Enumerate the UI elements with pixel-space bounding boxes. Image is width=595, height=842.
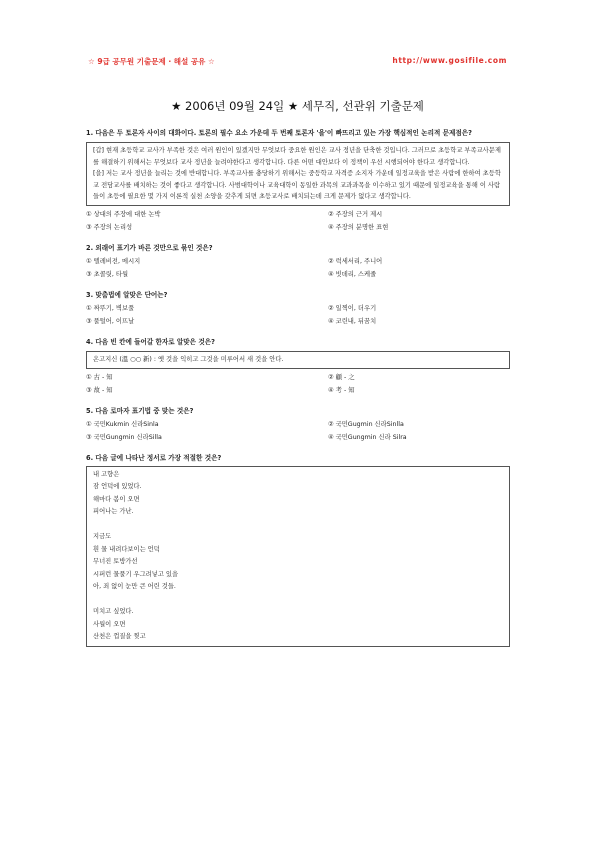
poem-line (93, 519, 503, 532)
passage-text: 온고지신 (溫 ○○ 新) : 옛 것을 익히고 그것을 미루어서 새 것을 안다. (93, 355, 284, 363)
option-2[interactable]: ② 국민Gugmin 신라Sinlla (328, 420, 404, 428)
poem-line: 아, 죄 없이 눈만 큰 어린 것들. (93, 583, 176, 591)
exam-content (86, 128, 510, 647)
option-4[interactable]: ④ 빗데리, 스케줄 (328, 270, 377, 278)
question-3-text: 3. 맞춤법에 알맞은 단어는? (86, 290, 168, 299)
question-6-poem (86, 466, 510, 647)
option-1[interactable]: ① 짜뚜기, 벽보풀 (86, 304, 135, 312)
poem-line (93, 594, 503, 607)
option-4[interactable]: ④ 考 - 知 (328, 386, 355, 394)
question-6-text: 6. 다음 글에 나타난 정서로 가장 적절한 것은? (86, 453, 222, 462)
poem-line: 무너진 토방가선 (93, 558, 138, 566)
option-3[interactable]: ③ 故 - 知 (86, 386, 113, 394)
question-6 (86, 453, 510, 647)
option-1[interactable]: ① 국민Kukmin 신라Sinla (86, 420, 159, 428)
poem-line: 시퍼런 물풀기 우그려넣고 있을 (93, 570, 179, 578)
option-4[interactable]: ④ 국민Gungmin 신라 Silra (328, 433, 407, 441)
question-2-options (86, 257, 510, 280)
option-1[interactable]: ① 텔레비전, 메시지 (86, 257, 141, 265)
question-5-options (86, 420, 510, 443)
poem-line: 피어나는 가난. (93, 508, 134, 516)
option-2[interactable]: ② 럭세서리, 주니어 (328, 257, 383, 265)
poem-line: 산천은 껍질을 찢고 (93, 633, 146, 641)
option-1[interactable]: ① 古 - 知 (86, 373, 113, 381)
poem-line: 내 고향은 (93, 470, 120, 478)
option-3[interactable]: ③ 국민Gungmin 신라Silla (86, 433, 162, 441)
question-5-text: 5. 다음 로마자 표기법 중 맞는 것은? (86, 406, 194, 415)
option-2[interactable]: ② 일찍이, 더우기 (328, 304, 377, 312)
option-2[interactable]: ② 주장의 근거 제시 (328, 210, 383, 218)
poem-line: 지금도 (93, 533, 112, 541)
question-3 (86, 290, 510, 327)
question-4-options (86, 373, 510, 396)
header-url-link[interactable]: http://www.gosifile.com (392, 56, 507, 65)
option-3[interactable]: ③ 초콜릿, 타월 (86, 270, 129, 278)
question-5 (86, 406, 510, 443)
header-caption: ☆ 9급 공무원 기출문제 · 해설 공유 ☆ (88, 57, 215, 66)
question-1-text: 1. 다음은 두 토론자 사이의 대화이다. 토론의 필수 요소 가운데 두 번째 토론자 '을'이 빠뜨리고 있는 가장 핵심적인 논리적 문제점은? (86, 129, 472, 137)
poem-line: 잠 언덕에 있었다. (93, 483, 142, 491)
question-4-passage (86, 351, 510, 369)
question-2-text: 2. 외래어 표기가 바른 것만으로 묶인 것은? (86, 243, 213, 252)
passage-speaker-eul: [을] 저는 교사 정년을 늘리는 것에 반대합니다. 부족교사를 충당하기 위해서는 중등학교 자격증 소지자 가운데 일정교육을 받은 사람에 한하여 초등학교 전담교사를 배치하는 것이 좋다고 생각합니다. 사범대학이나 교육대학이 동일한 과목의 교과과목을 이수하고 있기 때문에 일정교육을 통해 이 사람들이 초등에 필요한 몇 가지 이론적 실천 소양을 갖추게 되면 초등교사로 배치되는데 크게 문제가 없다고 생각합니다. (93, 170, 501, 201)
question-2 (86, 243, 510, 280)
question-1 (86, 128, 510, 233)
question-4 (86, 337, 510, 396)
question-3-options (86, 304, 510, 327)
option-3[interactable]: ③ 풀털어, 이뜨날 (86, 317, 135, 325)
poem-line: 해마다 봄이 오면 (93, 495, 140, 503)
passage-speaker-gap: [갑] 현재 초등학교 교사가 부족한 것은 여러 원인이 있겠지만 무엇보다 중요한 원인은 교사 정년을 단축한 것입니다. 그러므로 초등학교 부족교사문제를 해결하기 위해서는 무엇보다 교사 정년을 늘려야한다고 생각합니다. 다른 어떤 대안보다 이 정책이 우선 시행되어야 한다고 생각합니다. (93, 147, 501, 166)
option-4[interactable]: ④ 주장의 분명한 표현 (328, 223, 389, 231)
option-3[interactable]: ③ 주장의 논리성 (86, 223, 133, 231)
page-title: ★ 2006년 09월 24일 ★ 세무직, 선관위 기출문제 (171, 99, 424, 113)
question-1-passage (86, 142, 510, 206)
poem-line: 미치고 싶었다. (93, 608, 134, 616)
option-1[interactable]: ① 상대의 주장에 대한 논박 (86, 210, 161, 218)
poem-line: 사월이 오면 (93, 620, 126, 628)
question-4-text: 4. 다음 빈 칸에 들어갈 한자로 알맞은 것은? (86, 337, 215, 346)
question-1-options (86, 210, 510, 233)
option-4[interactable]: ④ 코린내, 뒤꿈치 (328, 317, 377, 325)
option-2[interactable]: ② 顧 - 之 (328, 373, 355, 381)
page-header (88, 56, 507, 68)
poem-line: 흰 물 내려다보이는 언덕 (93, 545, 160, 553)
